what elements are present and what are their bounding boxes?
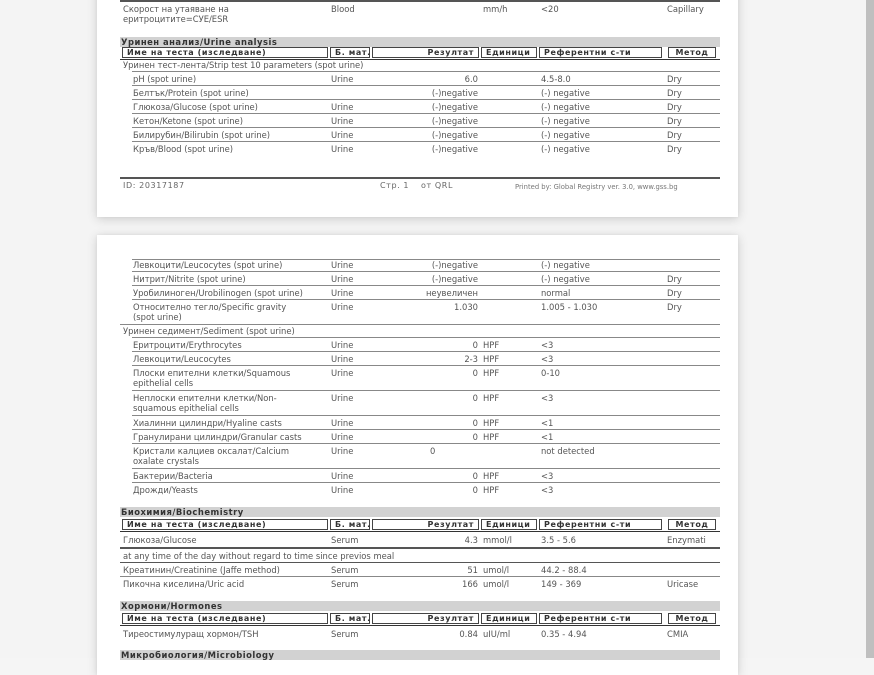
- method: Dry: [667, 116, 682, 126]
- test-name: Тиреостимулуращ хормон/TSH: [123, 629, 259, 639]
- row-divider: [132, 390, 720, 391]
- material: Urine: [331, 102, 354, 112]
- unit: umol/l: [483, 565, 510, 575]
- material: Urine: [331, 260, 354, 270]
- header-reference: Референтни с-ти: [539, 519, 662, 530]
- test-name: Пикочна киселина/Uric acid: [123, 579, 245, 589]
- test-name: Левкоцити/Leucocytes: [133, 354, 231, 364]
- test-name: Кръв/Blood (spot urine): [133, 144, 234, 154]
- unit: HPF: [483, 485, 500, 495]
- test-name: Белтък/Protein (spot urine): [133, 88, 249, 98]
- reference-range: 44.2 - 88.4: [541, 565, 587, 575]
- row-divider: [132, 337, 720, 338]
- material: Urine: [331, 116, 354, 126]
- reference-range: <1: [541, 418, 554, 428]
- reference-range: 1.005 - 1.030: [541, 302, 598, 312]
- method: Dry: [667, 88, 682, 98]
- row-divider: [132, 113, 720, 114]
- material: Urine: [331, 446, 354, 456]
- row-divider: [132, 299, 720, 300]
- vertical-scrollbar[interactable]: [866, 0, 874, 658]
- test-name: Глюкоза/Glucose: [123, 535, 197, 545]
- reference-range: 4.5-8.0: [541, 74, 571, 84]
- test-name-continued: epithelial cells: [133, 378, 194, 388]
- esr-reference: <20: [541, 4, 559, 14]
- unit: HPF: [483, 354, 500, 364]
- printed-by: Printed by: Global Registry ver. 3.0, www.gss.bg: [515, 183, 678, 191]
- reference-range: (-) negative: [541, 116, 590, 126]
- unit: HPF: [483, 393, 500, 403]
- method: CMIA: [667, 629, 689, 639]
- test-name-continued: squamous epithelial cells: [133, 403, 239, 413]
- row-divider: [132, 415, 720, 416]
- page-number: Стр. 1: [380, 181, 410, 190]
- row-divider: [120, 547, 720, 549]
- material: Urine: [331, 432, 354, 442]
- unit: HPF: [483, 340, 500, 350]
- test-name: Дрожди/Yeasts: [133, 485, 198, 495]
- row-divider: [120, 576, 720, 577]
- test-name: Креатинин/Creatinine (Jaffe method): [123, 565, 280, 575]
- result-value: 1.030: [454, 302, 478, 312]
- method: Dry: [667, 102, 682, 112]
- method: Uricase: [667, 579, 699, 589]
- method: Dry: [667, 288, 682, 298]
- method: Dry: [667, 302, 682, 312]
- test-name: Плоски епителни клетки/Squamous: [133, 368, 291, 378]
- header-unit: Единици: [481, 613, 537, 624]
- header-underline: [120, 625, 720, 626]
- material: Urine: [331, 471, 354, 481]
- result-value: 0: [472, 485, 478, 495]
- unit: HPF: [483, 432, 500, 442]
- material: Urine: [331, 418, 354, 428]
- reference-range: (-) negative: [541, 88, 590, 98]
- row-divider: [132, 71, 720, 72]
- row-divider: [132, 429, 720, 430]
- method: Dry: [667, 74, 682, 84]
- esr-name-line2: еритроцитите=СУЕ/ESR: [123, 14, 229, 24]
- result-value: 51: [467, 565, 478, 575]
- test-name: Нитрит/Nitrite (spot urine): [133, 274, 246, 284]
- header-method: Метод: [668, 47, 716, 58]
- test-name: Относително тегло/Specific gravity: [133, 302, 287, 312]
- material: Urine: [331, 340, 354, 350]
- header-unit: Единици: [481, 47, 537, 58]
- test-name: Еритроцити/Erythrocytes: [133, 340, 242, 350]
- test-name: Бактерии/Bacteria: [133, 471, 213, 481]
- material: Urine: [331, 74, 354, 84]
- header-material: Б. мат.: [330, 47, 370, 58]
- result-value: 0.84: [459, 629, 478, 639]
- reference-range: 0-10: [541, 368, 561, 378]
- result-value: (-)negative: [431, 144, 478, 154]
- row-divider: [120, 0, 720, 2]
- reference-range: <3: [541, 393, 554, 403]
- test-name: Неплоски епителни клетки/Non-: [133, 393, 277, 403]
- method: Enzymati: [667, 535, 706, 545]
- result-value: 2-3: [464, 354, 478, 364]
- result-value: (-)negative: [431, 88, 478, 98]
- report-id: ID: 20317187: [123, 181, 185, 190]
- result-value: (-)negative: [431, 274, 478, 284]
- row-divider: [132, 127, 720, 128]
- row-divider: [132, 468, 720, 469]
- test-name: Хиалинни цилиндри/Hyaline casts: [133, 418, 282, 428]
- unit: mmol/l: [483, 535, 512, 545]
- result-value: 0: [472, 418, 478, 428]
- row-divider: [120, 324, 720, 325]
- test-name: Кристали калциев оксалат/Calcium: [133, 446, 290, 456]
- reference-range: (-) negative: [541, 102, 590, 112]
- reference-range: (-) negative: [541, 260, 590, 270]
- header-reference: Референтни с-ти: [539, 47, 662, 58]
- reference-range: 0.35 - 4.94: [541, 629, 587, 639]
- sediment-group-label: Уринен седимент/Sediment (spot urine): [123, 326, 295, 336]
- esr-unit: mm/h: [483, 4, 508, 14]
- row-divider: [132, 85, 720, 86]
- reference-range: <1: [541, 432, 554, 442]
- reference-range: <3: [541, 471, 554, 481]
- reference-range: normal: [541, 288, 571, 298]
- material: Urine: [331, 288, 354, 298]
- header-underline: [120, 531, 720, 532]
- row-divider: [132, 351, 720, 352]
- result-value: (-)negative: [431, 130, 478, 140]
- result-value: (-)negative: [431, 260, 478, 270]
- header-test-name: Име на теста (изследване): [122, 613, 328, 624]
- test-name-continued: (spot urine): [133, 312, 182, 322]
- material: Urine: [331, 393, 354, 403]
- header-reference: Референтни с-ти: [539, 613, 662, 624]
- header-method: Метод: [668, 613, 716, 624]
- reference-range: <3: [541, 340, 554, 350]
- row-divider: [132, 443, 720, 444]
- unit: uIU/ml: [483, 629, 511, 639]
- header-result: Резултат: [372, 613, 479, 624]
- result-value: (-)negative: [431, 116, 478, 126]
- material: Urine: [331, 144, 354, 154]
- row-divider: [120, 562, 720, 563]
- reference-range: not detected: [541, 446, 595, 456]
- reference-range: (-) negative: [541, 144, 590, 154]
- row-divider: [132, 365, 720, 366]
- result-value: 166: [462, 579, 478, 589]
- unit: HPF: [483, 471, 500, 481]
- footer-divider: [120, 177, 720, 179]
- method: Dry: [667, 274, 682, 284]
- header-unit: Единици: [481, 519, 537, 530]
- header-result: Резултат: [372, 519, 479, 530]
- reference-range: <3: [541, 354, 554, 364]
- header-material: Б. мат.: [330, 519, 370, 530]
- reference-range: (-) negative: [541, 274, 590, 284]
- row-divider: [132, 99, 720, 100]
- header-result: Резултат: [372, 47, 479, 58]
- reference-range: 3.5 - 5.6: [541, 535, 576, 545]
- material: Urine: [331, 274, 354, 284]
- row-divider: [132, 482, 720, 483]
- material: Serum: [331, 565, 359, 575]
- unit: HPF: [483, 418, 500, 428]
- report-page-1: [97, 0, 738, 217]
- hormones-section-title: Хормони/Hormones: [121, 601, 223, 611]
- material: Urine: [331, 130, 354, 140]
- report-page-2: [97, 235, 738, 675]
- header-test-name: Име на теста (изследване): [122, 47, 328, 58]
- page-of-label: от QRL: [421, 181, 454, 190]
- reference-range: (-) negative: [541, 130, 590, 140]
- test-name: Глюкоза/Glucose (spot urine): [133, 102, 258, 112]
- row-divider: [132, 285, 720, 286]
- material: Serum: [331, 579, 359, 589]
- row-divider: [132, 141, 720, 142]
- urine-section-title: Уринен анализ/Urine analysis: [121, 37, 278, 47]
- result-value: 0: [472, 471, 478, 481]
- material: Serum: [331, 629, 359, 639]
- esr-method: Capillary: [667, 4, 704, 14]
- result-value: (-)negative: [431, 102, 478, 112]
- header-material: Б. мат.: [330, 613, 370, 624]
- test-name: Билирубин/Bilirubin (spot urine): [133, 130, 271, 140]
- unit: umol/l: [483, 579, 510, 589]
- strip-test-group-label: Уринен тест-лента/Strip test 10 parameters (spot urine): [123, 60, 364, 70]
- biochemistry-section-title: Биохимия/Biochemistry: [121, 507, 244, 517]
- test-name: Левкоцити/Leucocytes (spot urine): [133, 260, 283, 270]
- method: Dry: [667, 144, 682, 154]
- reference-range: 149 - 369: [541, 579, 582, 589]
- material: Urine: [331, 485, 354, 495]
- esr-material: Blood: [331, 4, 355, 14]
- esr-name-line1: Скорост на утаяване на: [123, 4, 229, 14]
- row-divider: [132, 271, 720, 272]
- result-value: 0: [472, 340, 478, 350]
- result-value: 0: [430, 446, 436, 456]
- test-name-continued: oxalate crystals: [133, 456, 199, 466]
- result-value: 0: [472, 368, 478, 378]
- result-value: 6.0: [464, 74, 478, 84]
- header-test-name: Име на теста (изследване): [122, 519, 328, 530]
- test-name: Гранулирани цилиндри/Granular casts: [133, 432, 302, 442]
- header-method: Метод: [668, 519, 716, 530]
- method: Dry: [667, 130, 682, 140]
- result-value: 0: [472, 432, 478, 442]
- material: Urine: [331, 354, 354, 364]
- glucose-note: at any time of the day without regard to time since previos meal: [123, 551, 395, 561]
- material: Serum: [331, 535, 359, 545]
- result-value: 4.3: [464, 535, 478, 545]
- unit: HPF: [483, 368, 500, 378]
- material: Urine: [331, 302, 354, 312]
- test-name: Кетон/Ketone (spot urine): [133, 116, 243, 126]
- result-value: неувеличен: [425, 288, 478, 298]
- result-value: 0: [472, 393, 478, 403]
- microbiology-section-title: Микробиология/Microbiology: [121, 650, 275, 660]
- material: Urine: [331, 368, 354, 378]
- test-name: Уробилиноген/Urobilinogen (spot urine): [133, 288, 303, 298]
- reference-range: <3: [541, 485, 554, 495]
- test-name: pH (spot urine): [133, 74, 197, 84]
